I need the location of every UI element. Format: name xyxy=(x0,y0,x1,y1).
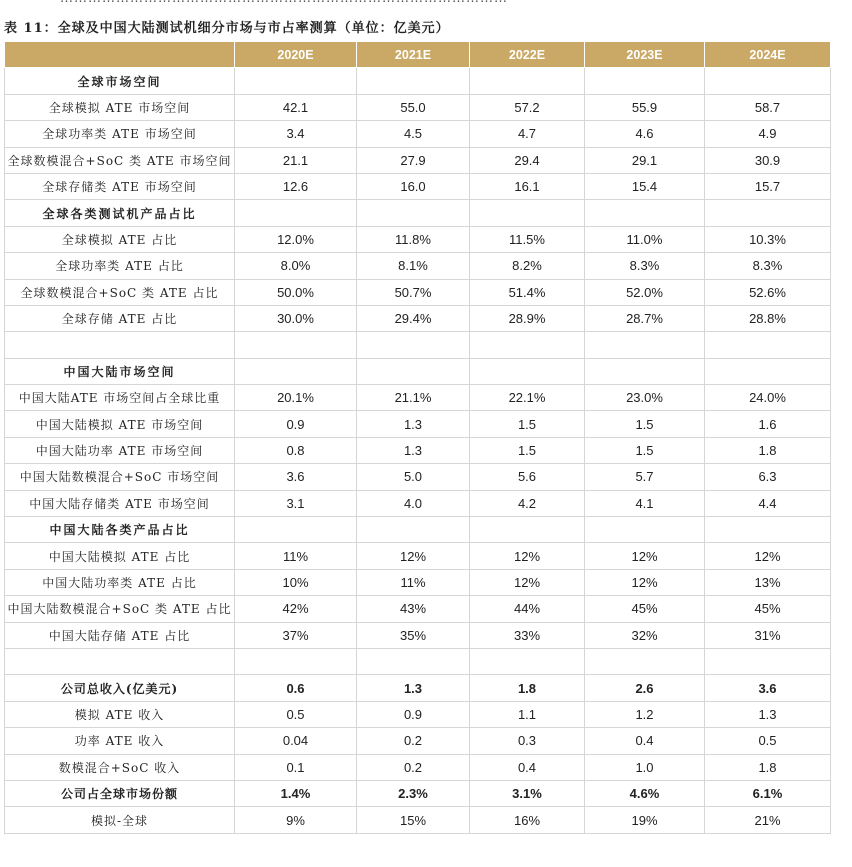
cell-value: 5.7 xyxy=(585,464,705,490)
table-row xyxy=(5,596,831,622)
cell-value: 29.4 xyxy=(470,147,585,173)
table-row xyxy=(5,569,831,595)
cell-value: 50.7% xyxy=(357,279,470,305)
row-label: 全球数模混合+SoC 类 ATE 占比 xyxy=(5,279,235,305)
row-label: 全球模拟 ATE 市场空间 xyxy=(5,94,235,120)
cell-value: 11% xyxy=(235,543,357,569)
cell-value: 23.0% xyxy=(585,385,705,411)
header-cell-2022e: 2022E xyxy=(470,42,585,68)
section-row xyxy=(5,68,831,94)
table-row xyxy=(5,728,831,754)
cell-value: 0.9 xyxy=(235,411,357,437)
cell-value: 52.0% xyxy=(585,279,705,305)
cell-value: 0.9 xyxy=(357,701,470,727)
table-body xyxy=(5,68,831,833)
cell-value: 5.6 xyxy=(470,464,585,490)
cell-value: 45% xyxy=(585,596,705,622)
cell-value: 3.1% xyxy=(470,780,585,806)
cell-value: 12.6 xyxy=(235,173,357,199)
row-label: 全球各类测试机产品占比 xyxy=(5,200,235,226)
cell-value: 15.4 xyxy=(585,173,705,199)
cell-value xyxy=(470,648,585,674)
cell-value xyxy=(705,68,831,94)
row-label: 中国大陆数模混合+SoC 类 ATE 占比 xyxy=(5,596,235,622)
cell-value: 2.3% xyxy=(357,780,470,806)
table-row xyxy=(5,622,831,648)
cell-value: 1.5 xyxy=(470,437,585,463)
cell-value: 11.0% xyxy=(585,226,705,252)
row-label: 全球数模混合+SoC 类 ATE 市场空间 xyxy=(5,147,235,173)
table-row xyxy=(5,437,831,463)
cell-value: 52.6% xyxy=(705,279,831,305)
table-header-row xyxy=(5,42,831,68)
cell-value: 37% xyxy=(235,622,357,648)
cell-value: 3.4 xyxy=(235,121,357,147)
cell-value: 4.6% xyxy=(585,780,705,806)
cell-value xyxy=(357,200,470,226)
table-row xyxy=(5,675,831,701)
cell-value xyxy=(705,517,831,543)
spacer-row xyxy=(5,648,831,674)
cell-value: 0.2 xyxy=(357,728,470,754)
table-row xyxy=(5,121,831,147)
cell-value: 1.6 xyxy=(705,411,831,437)
row-label: 中国大陆ATE 市场空间占全球比重 xyxy=(5,385,235,411)
table-row xyxy=(5,701,831,727)
cell-value xyxy=(357,358,470,384)
cell-value: 12.0% xyxy=(235,226,357,252)
cell-value: 58.7 xyxy=(705,94,831,120)
cell-value: 6.1% xyxy=(705,780,831,806)
cell-value xyxy=(585,68,705,94)
table-row xyxy=(5,147,831,173)
row-label xyxy=(5,332,235,358)
cell-value xyxy=(235,200,357,226)
cell-value: 12% xyxy=(705,543,831,569)
cell-value: 35% xyxy=(357,622,470,648)
table-row xyxy=(5,543,831,569)
cell-value: 1.8 xyxy=(470,675,585,701)
header-cell-2021e: 2021E xyxy=(357,42,470,68)
cell-value: 8.2% xyxy=(470,253,585,279)
cell-value: 1.0 xyxy=(585,754,705,780)
cell-value xyxy=(585,332,705,358)
row-label: 中国大陆功率 ATE 市场空间 xyxy=(5,437,235,463)
table-row xyxy=(5,780,831,806)
cell-value: 11.8% xyxy=(357,226,470,252)
table-row xyxy=(5,754,831,780)
cell-value xyxy=(357,332,470,358)
cell-value: 3.6 xyxy=(235,464,357,490)
cell-value xyxy=(470,200,585,226)
cell-value: 11% xyxy=(357,569,470,595)
cell-value: 15% xyxy=(357,807,470,833)
cell-value: 10% xyxy=(235,569,357,595)
cell-value xyxy=(357,517,470,543)
cell-value: 0.6 xyxy=(235,675,357,701)
cell-value: 2.6 xyxy=(585,675,705,701)
row-label: 全球存储 ATE 占比 xyxy=(5,305,235,331)
cell-value: 16.1 xyxy=(470,173,585,199)
cell-value xyxy=(357,648,470,674)
cell-value: 1.8 xyxy=(705,437,831,463)
cell-value: 8.3% xyxy=(705,253,831,279)
cell-value xyxy=(585,358,705,384)
cell-value: 45% xyxy=(705,596,831,622)
cell-value: 30.0% xyxy=(235,305,357,331)
table-row xyxy=(5,807,831,833)
cell-value: 19% xyxy=(585,807,705,833)
cell-value: 50.0% xyxy=(235,279,357,305)
row-label: 中国大陆功率类 ATE 占比 xyxy=(5,569,235,595)
row-label: 中国大陆各类产品占比 xyxy=(5,517,235,543)
cell-value: 0.5 xyxy=(705,728,831,754)
header-cell-blank xyxy=(5,42,235,68)
table-row xyxy=(5,305,831,331)
cell-value: 3.1 xyxy=(235,490,357,516)
cell-value: 0.04 xyxy=(235,728,357,754)
cell-value: 0.1 xyxy=(235,754,357,780)
cell-value xyxy=(470,517,585,543)
cell-value: 3.6 xyxy=(705,675,831,701)
cell-value: 4.9 xyxy=(705,121,831,147)
section-row xyxy=(5,517,831,543)
cell-value xyxy=(235,648,357,674)
table-row xyxy=(5,411,831,437)
cell-value: 32% xyxy=(585,622,705,648)
section-row xyxy=(5,358,831,384)
cell-value: 1.3 xyxy=(705,701,831,727)
cell-value: 1.5 xyxy=(585,437,705,463)
cell-value: 42% xyxy=(235,596,357,622)
cell-value xyxy=(235,358,357,384)
cell-value: 8.3% xyxy=(585,253,705,279)
cell-value xyxy=(470,358,585,384)
row-label: 全球市场空间 xyxy=(5,68,235,94)
row-label xyxy=(5,648,235,674)
cell-value: 6.3 xyxy=(705,464,831,490)
cell-value: 12% xyxy=(585,543,705,569)
cell-value xyxy=(585,517,705,543)
cell-value: 24.0% xyxy=(705,385,831,411)
cell-value: 12% xyxy=(470,569,585,595)
row-label: 中国大陆模拟 ATE 占比 xyxy=(5,543,235,569)
cell-value: 0.2 xyxy=(357,754,470,780)
table-caption: 表 11：全球及中国大陆测试机细分市场与市占率测算（单位：亿美元） xyxy=(4,21,450,36)
cell-value: 0.4 xyxy=(470,754,585,780)
cell-value: 4.2 xyxy=(470,490,585,516)
table-row xyxy=(5,226,831,252)
cell-value xyxy=(705,332,831,358)
cell-value: 57.2 xyxy=(470,94,585,120)
section-row xyxy=(5,200,831,226)
cell-value: 1.5 xyxy=(585,411,705,437)
spacer-row xyxy=(5,332,831,358)
cell-value: 1.8 xyxy=(705,754,831,780)
cell-value: 0.8 xyxy=(235,437,357,463)
cell-value xyxy=(470,332,585,358)
table-row xyxy=(5,94,831,120)
cell-value: 16% xyxy=(470,807,585,833)
cell-value: 1.3 xyxy=(357,675,470,701)
cell-value: 4.7 xyxy=(470,121,585,147)
row-label: 全球模拟 ATE 占比 xyxy=(5,226,235,252)
header-cell-2023e: 2023E xyxy=(585,42,705,68)
cell-value xyxy=(235,332,357,358)
cell-value: 1.2 xyxy=(585,701,705,727)
cell-value: 55.9 xyxy=(585,94,705,120)
cell-value: 44% xyxy=(470,596,585,622)
row-label: 功率 ATE 收入 xyxy=(5,728,235,754)
cell-value: 29.4% xyxy=(357,305,470,331)
cell-value: 55.0 xyxy=(357,94,470,120)
cell-value: 15.7 xyxy=(705,173,831,199)
cell-value: 8.1% xyxy=(357,253,470,279)
header-cell-2020e: 2020E xyxy=(235,42,357,68)
cell-value xyxy=(705,200,831,226)
row-label: 中国大陆模拟 ATE 市场空间 xyxy=(5,411,235,437)
cell-value: 1.4% xyxy=(235,780,357,806)
header-cell-2024e: 2024E xyxy=(705,42,831,68)
cell-value: 28.9% xyxy=(470,305,585,331)
cell-value: 33% xyxy=(470,622,585,648)
cell-value: 27.9 xyxy=(357,147,470,173)
cell-value: 9% xyxy=(235,807,357,833)
cell-value: 11.5% xyxy=(470,226,585,252)
row-label: 数模混合+SoC 收入 xyxy=(5,754,235,780)
cell-value: 21.1% xyxy=(357,385,470,411)
cell-value: 4.6 xyxy=(585,121,705,147)
row-label: 公司占全球市场份额 xyxy=(5,780,235,806)
cell-value: 21.1 xyxy=(235,147,357,173)
cell-value xyxy=(585,200,705,226)
cell-value xyxy=(470,68,585,94)
row-label: 中国大陆数模混合+SoC 市场空间 xyxy=(5,464,235,490)
cell-value: 28.8% xyxy=(705,305,831,331)
row-label: 全球存储类 ATE 市场空间 xyxy=(5,173,235,199)
cell-value: 4.4 xyxy=(705,490,831,516)
cell-value: 42.1 xyxy=(235,94,357,120)
cell-value: 16.0 xyxy=(357,173,470,199)
row-label: 中国大陆市场空间 xyxy=(5,358,235,384)
table-row xyxy=(5,253,831,279)
table-row xyxy=(5,173,831,199)
cell-value: 4.0 xyxy=(357,490,470,516)
table-row xyxy=(5,464,831,490)
cell-value: 0.3 xyxy=(470,728,585,754)
cell-value: 4.1 xyxy=(585,490,705,516)
cell-value xyxy=(235,68,357,94)
row-label: 全球功率类 ATE 占比 xyxy=(5,253,235,279)
cell-value: 1.1 xyxy=(470,701,585,727)
cell-value: 12% xyxy=(470,543,585,569)
cell-value: 4.5 xyxy=(357,121,470,147)
cell-value: 1.5 xyxy=(470,411,585,437)
row-label: 中国大陆存储 ATE 占比 xyxy=(5,622,235,648)
cell-value: 12% xyxy=(585,569,705,595)
row-label: 中国大陆存储类 ATE 市场空间 xyxy=(5,490,235,516)
row-label: 全球功率类 ATE 市场空间 xyxy=(5,121,235,147)
cell-value xyxy=(357,68,470,94)
cell-value xyxy=(705,358,831,384)
cell-value: 20.1% xyxy=(235,385,357,411)
cell-value: 30.9 xyxy=(705,147,831,173)
cell-value: 1.3 xyxy=(357,411,470,437)
cell-value: 8.0% xyxy=(235,253,357,279)
row-label: 模拟 ATE 收入 xyxy=(5,701,235,727)
cell-value: 31% xyxy=(705,622,831,648)
cell-value xyxy=(705,648,831,674)
cell-value xyxy=(585,648,705,674)
cell-value xyxy=(235,517,357,543)
market-share-table xyxy=(4,41,831,834)
table-row xyxy=(5,385,831,411)
row-label: 公司总收入(亿美元) xyxy=(5,675,235,701)
cell-value: 12% xyxy=(357,543,470,569)
cell-value: 0.5 xyxy=(235,701,357,727)
truncated-top-text xyxy=(60,0,508,6)
row-label: 模拟-全球 xyxy=(5,807,235,833)
cell-value: 43% xyxy=(357,596,470,622)
table-row xyxy=(5,279,831,305)
table-row xyxy=(5,490,831,516)
cell-value: 1.3 xyxy=(357,437,470,463)
cell-value: 13% xyxy=(705,569,831,595)
cell-value: 0.4 xyxy=(585,728,705,754)
cell-value: 10.3% xyxy=(705,226,831,252)
cell-value: 28.7% xyxy=(585,305,705,331)
cell-value: 22.1% xyxy=(470,385,585,411)
cell-value: 51.4% xyxy=(470,279,585,305)
cell-value: 29.1 xyxy=(585,147,705,173)
cell-value: 5.0 xyxy=(357,464,470,490)
cell-value: 21% xyxy=(705,807,831,833)
